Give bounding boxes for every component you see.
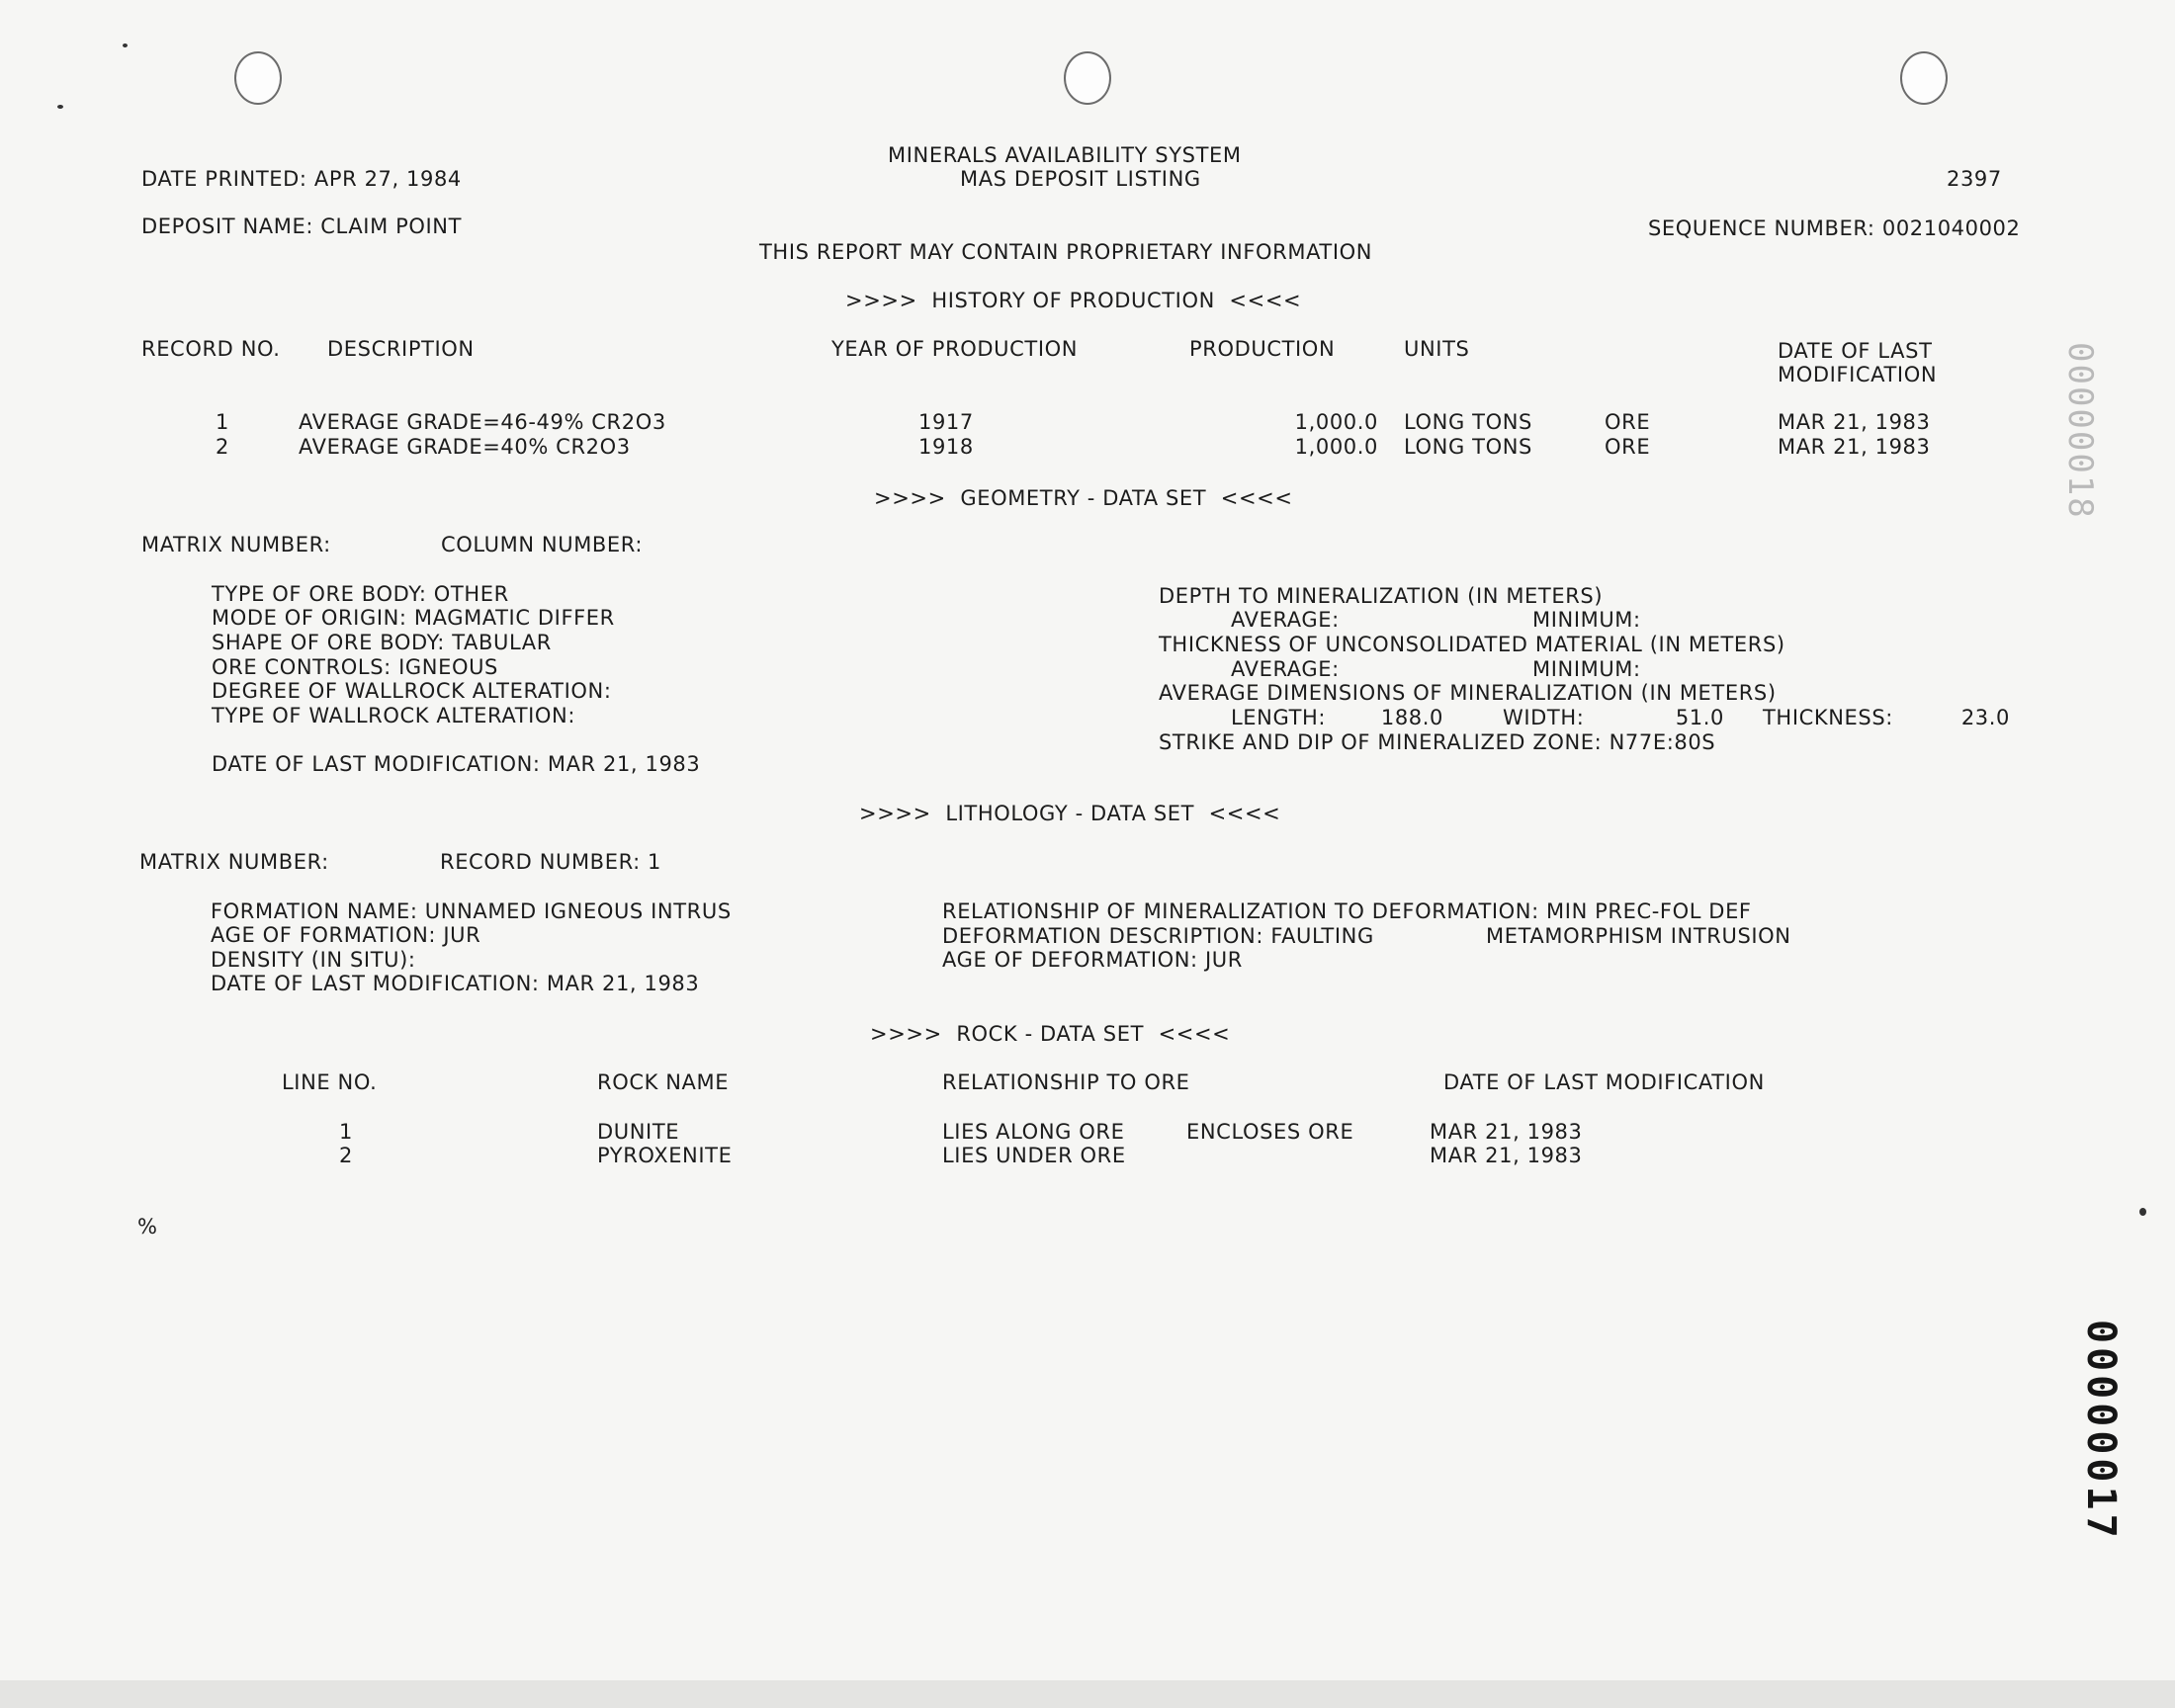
scan-speck (123, 43, 128, 47)
col-header-year: YEAR OF PRODUCTION (831, 337, 1079, 361)
col-header-date-line2: MODIFICATION (1778, 363, 1938, 386)
binder-hole-left (234, 51, 282, 105)
rock-header-date: DATE OF LAST MODIFICATION (1443, 1070, 1765, 1094)
table-row-description: AVERAGE GRADE=40% CR2O3 (299, 435, 631, 459)
binder-hole-right (1900, 51, 1948, 105)
rock-row-line-no: 2 (339, 1144, 353, 1167)
rock-header-rock-name: ROCK NAME (597, 1070, 730, 1094)
rock-row-line-no: 1 (339, 1120, 353, 1144)
table-row-units: LONG TONS (1404, 435, 1532, 459)
geometry-last-modification: DATE OF LAST MODIFICATION: MAR 21, 1983 (212, 752, 701, 776)
table-row-material: ORE (1605, 435, 1651, 459)
deposit-name: DEPOSIT NAME: CLAIM POINT (141, 214, 462, 238)
geometry-field: MODE OF ORIGIN: MAGMATIC DIFFER (212, 606, 615, 630)
table-row-record-no: 2 (216, 435, 229, 459)
scan-speck (2139, 1208, 2146, 1216)
depth-average-label: AVERAGE: (1231, 608, 1340, 632)
geometry-field: TYPE OF WALLROCK ALTERATION: (212, 704, 576, 727)
lithology-field: FORMATION NAME: UNNAMED IGNEOUS INTRUS (211, 899, 732, 923)
lithology-field: DENSITY (IN SITU): (211, 948, 416, 972)
date-printed: DATE PRINTED: APR 27, 1984 (141, 167, 462, 191)
rock-row-relationship-2: ENCLOSES ORE (1186, 1120, 1354, 1144)
rock-header-relationship: RELATIONSHIP TO ORE (942, 1070, 1190, 1094)
table-row-date: MAR 21, 1983 (1778, 435, 1931, 459)
length-label: LENGTH: (1231, 706, 1327, 729)
footer-percent-mark: % (137, 1215, 158, 1238)
thickness-minimum-label: MINIMUM: (1532, 657, 1641, 681)
table-row-description: AVERAGE GRADE=46-49% CR2O3 (299, 410, 666, 434)
col-header-units: UNITS (1404, 337, 1470, 361)
geometry-field: SHAPE OF ORE BODY: TABULAR (212, 631, 552, 654)
lithology-field: AGE OF FORMATION: JUR (211, 923, 481, 947)
col-header-production: PRODUCTION (1189, 337, 1336, 361)
col-header-record-no: RECORD NO. (141, 337, 281, 361)
table-row-material: ORE (1605, 410, 1651, 434)
col-header-description: DESCRIPTION (327, 337, 475, 361)
table-row-year: 1918 (918, 435, 974, 459)
table-row-record-no: 1 (216, 410, 229, 434)
lithology-matrix-number: MATRIX NUMBER: (139, 850, 329, 874)
dimensions-title: AVERAGE DIMENSIONS OF MINERALIZATION (IN METERS) (1159, 681, 1777, 705)
table-row-units: LONG TONS (1404, 410, 1532, 434)
width-value: 51.0 (1675, 706, 1724, 729)
geometry-section-title: >>>> GEOMETRY - DATA SET <<<< (874, 486, 1293, 510)
table-row-production: 1,000.0 (1294, 410, 1378, 434)
binder-hole-center (1064, 51, 1111, 105)
geometry-field: ORE CONTROLS: IGNEOUS (212, 655, 498, 679)
thickness-value: 23.0 (1960, 706, 2010, 729)
geometry-matrix-number: MATRIX NUMBER: (141, 533, 331, 556)
table-row-production: 1,000.0 (1294, 435, 1378, 459)
thickness-average-label: AVERAGE: (1231, 657, 1340, 681)
geometry-column-number: COLUMN NUMBER: (441, 533, 644, 556)
age-of-deformation: AGE OF DEFORMATION: JUR (942, 948, 1243, 972)
depth-title: DEPTH TO MINERALIZATION (IN METERS) (1159, 584, 1604, 608)
scan-speck (57, 105, 63, 109)
col-header-date: DATE OF LAST (1778, 339, 1933, 363)
rock-header-line-no: LINE NO. (282, 1070, 378, 1094)
depth-minimum-label: MINIMUM: (1532, 608, 1641, 632)
proprietary-notice: THIS REPORT MAY CONTAIN PROPRIETARY INFORMATION (759, 240, 1373, 264)
deformation-description: DEFORMATION DESCRIPTION: FAULTING (942, 924, 1374, 948)
system-title: MINERALS AVAILABILITY SYSTEM (888, 143, 1242, 167)
stamp-number-lower: 00000017 (2078, 1320, 2124, 1542)
rock-row-date: MAR 21, 1983 (1430, 1144, 1583, 1167)
lithology-field: DATE OF LAST MODIFICATION: MAR 21, 1983 (211, 972, 700, 995)
length-value: 188.0 (1380, 706, 1443, 729)
rock-row-relationship: LIES ALONG ORE (942, 1120, 1125, 1144)
stamp-number-upper: 00000018 (2060, 342, 2100, 520)
rock-row-name: PYROXENITE (597, 1144, 733, 1167)
geometry-field: DEGREE OF WALLROCK ALTERATION: (212, 679, 612, 703)
lithology-section-title: >>>> LITHOLOGY - DATA SET <<<< (859, 802, 1281, 825)
deformation-extra: METAMORPHISM INTRUSION (1486, 924, 1791, 948)
thickness-label: THICKNESS: (1763, 706, 1893, 729)
width-label: WIDTH: (1503, 706, 1585, 729)
sequence-number: SEQUENCE NUMBER: 0021040002 (1648, 216, 2021, 240)
rock-row-name: DUNITE (597, 1120, 680, 1144)
scan-bottom-edge (0, 1680, 2175, 1708)
geometry-field: TYPE OF ORE BODY: OTHER (212, 582, 509, 606)
rock-section-title: >>>> ROCK - DATA SET <<<< (870, 1022, 1231, 1046)
strike-dip: STRIKE AND DIP OF MINERALIZED ZONE: N77E:80S (1159, 730, 1716, 754)
listing-title: MAS DEPOSIT LISTING (960, 167, 1201, 191)
page-number: 2397 (1947, 167, 2002, 191)
mineralization-relationship: RELATIONSHIP OF MINERALIZATION TO DEFORMATION: MIN PREC-FOL DEF (942, 899, 1752, 923)
rock-row-date: MAR 21, 1983 (1430, 1120, 1583, 1144)
production-section-title: >>>> HISTORY OF PRODUCTION <<<< (845, 289, 1302, 312)
thickness-title: THICKNESS OF UNCONSOLIDATED MATERIAL (IN METERS) (1159, 633, 1785, 656)
table-row-date: MAR 21, 1983 (1778, 410, 1931, 434)
rock-row-relationship: LIES UNDER ORE (942, 1144, 1126, 1167)
table-row-year: 1917 (918, 410, 974, 434)
lithology-record-number: RECORD NUMBER: 1 (440, 850, 662, 874)
